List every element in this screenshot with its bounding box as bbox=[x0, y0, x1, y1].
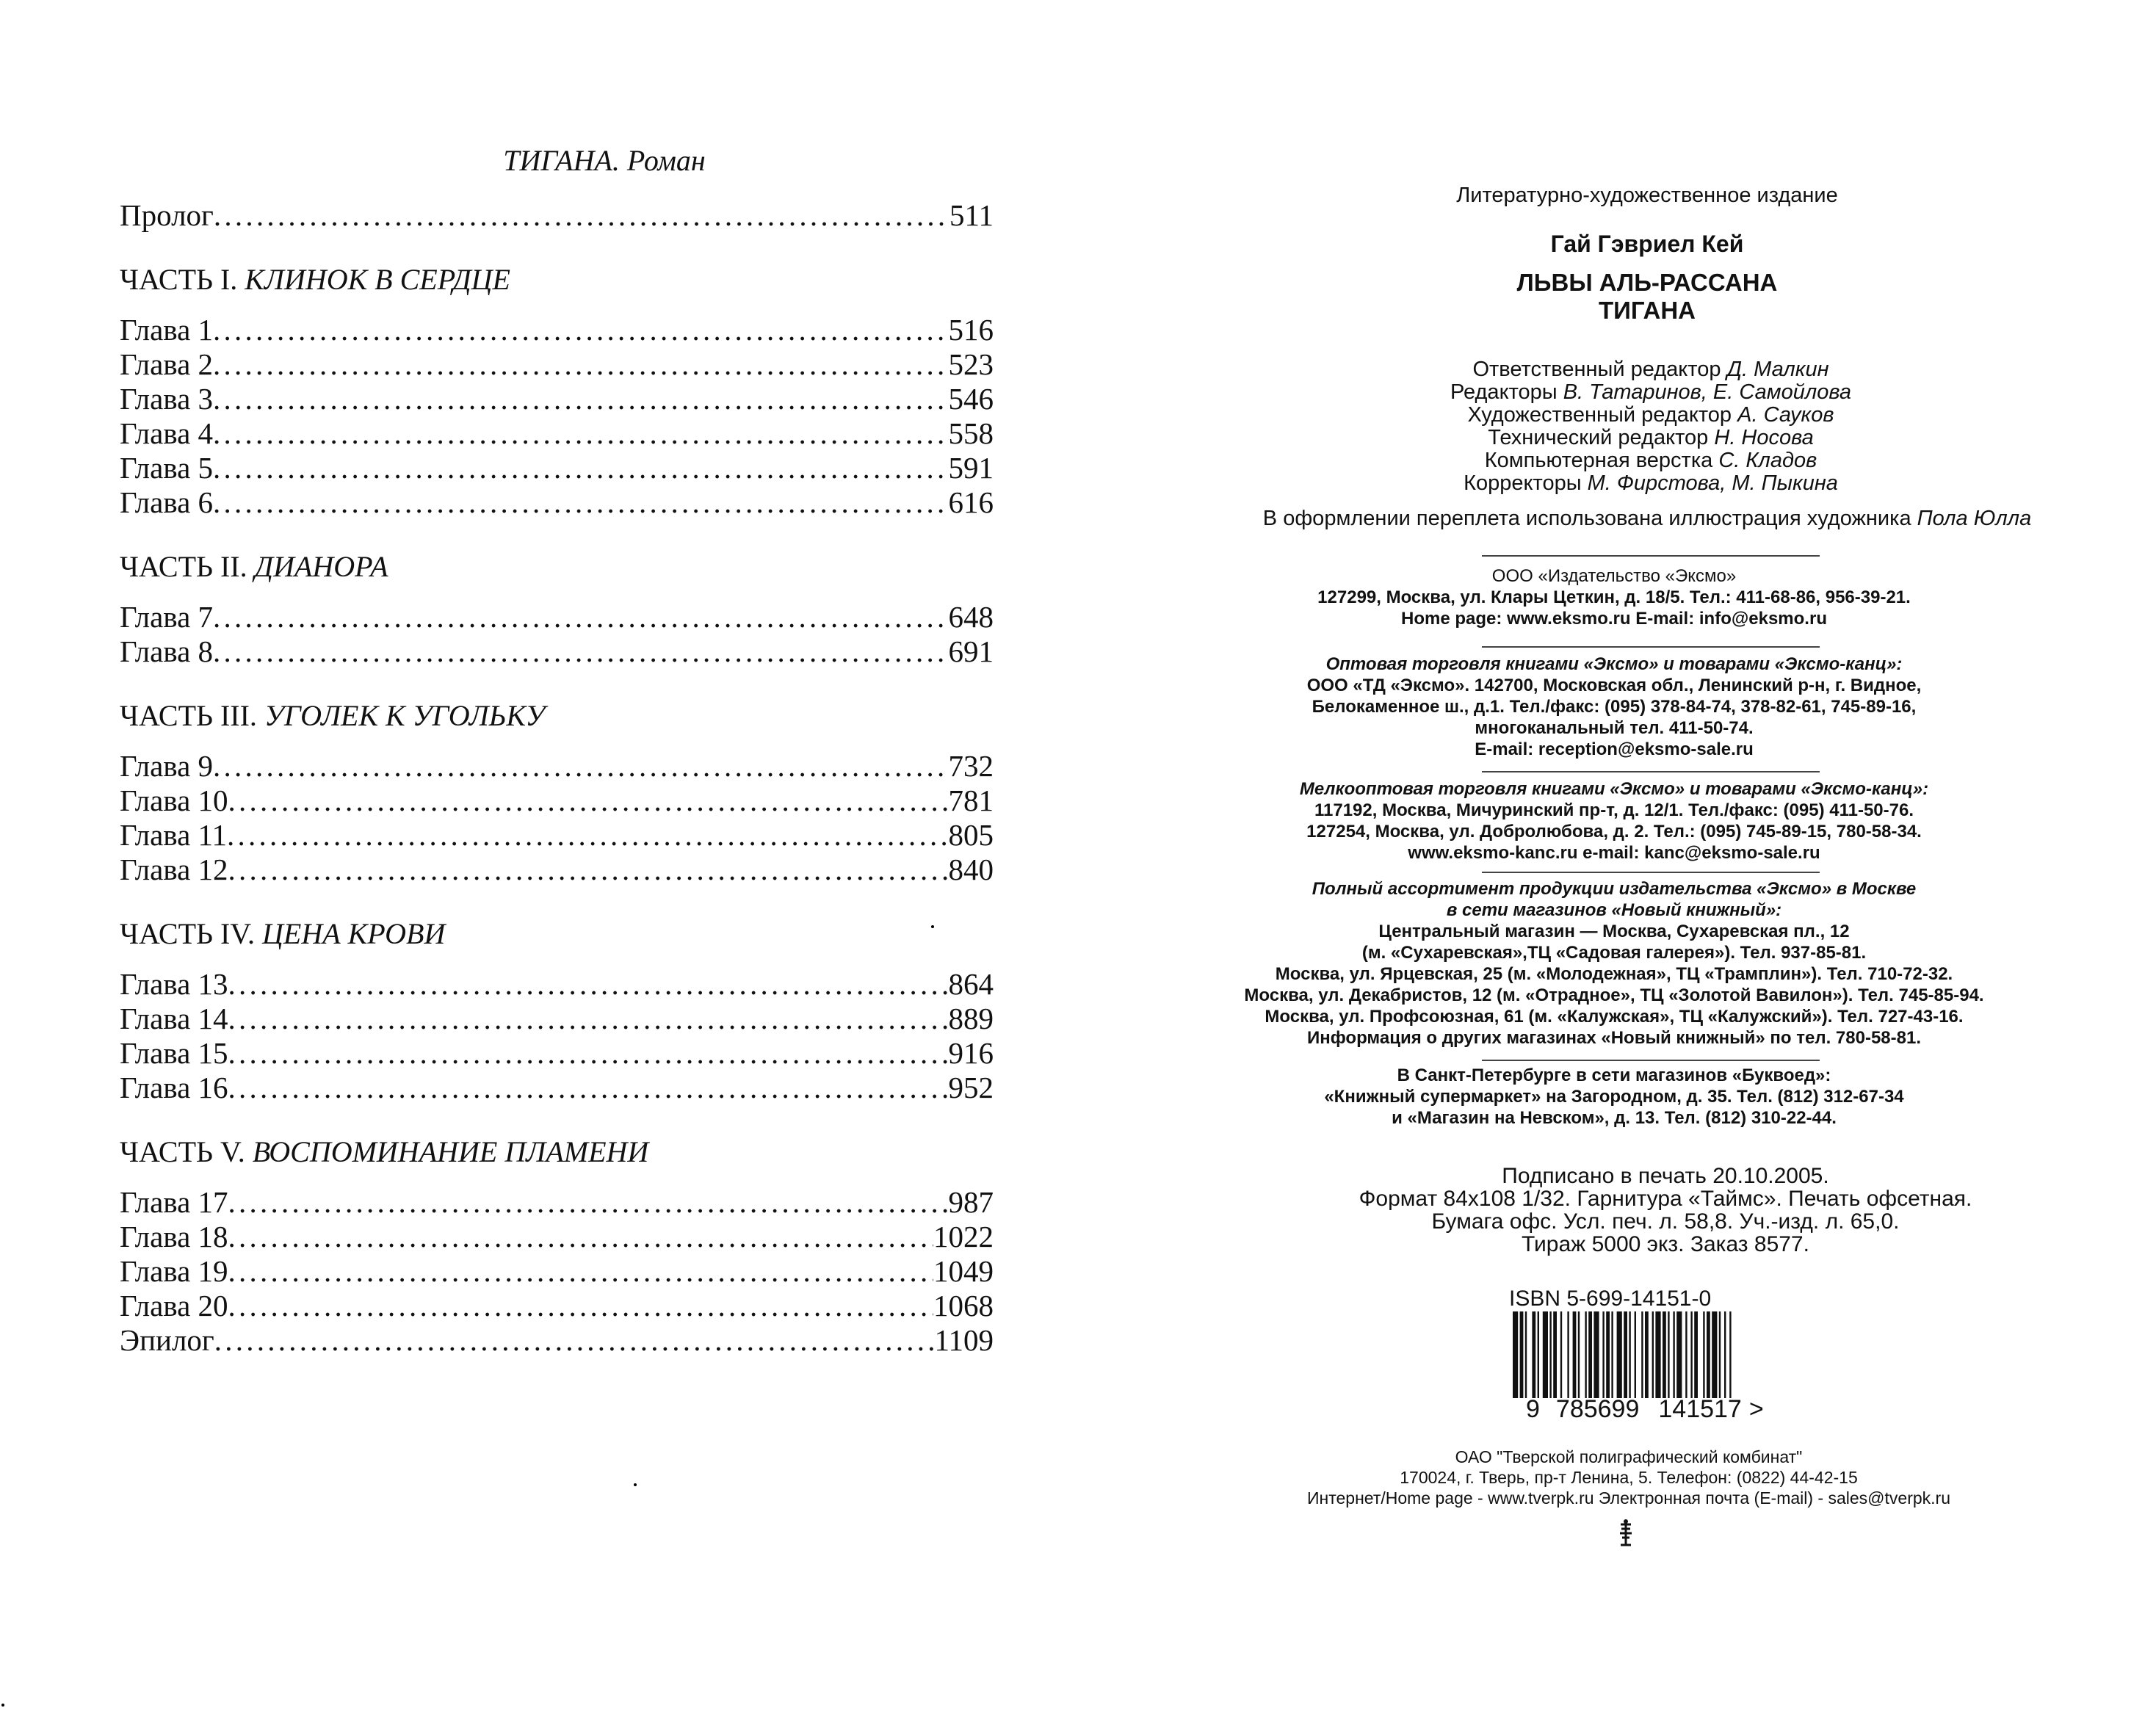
toc-entry-page: 732 bbox=[948, 749, 994, 783]
cover-artist: Пола Юлла bbox=[1917, 507, 2032, 530]
toc-entry-page: 1068 bbox=[933, 1289, 994, 1322]
part-number: ЧАСТЬ III. bbox=[120, 699, 257, 732]
staff-names: В. Татаринов, Е. Самойлова bbox=[1563, 380, 1852, 404]
barcode-bar bbox=[1585, 1311, 1586, 1398]
print-info bbox=[1298, 1165, 2033, 1256]
toc-entry bbox=[120, 1036, 994, 1071]
book-titles bbox=[1372, 269, 1922, 325]
toc-entry bbox=[120, 416, 994, 451]
staff-names: М. Фирстова, М. Пыкина bbox=[1587, 471, 1838, 495]
staff-names: С. Кладов bbox=[1718, 449, 1817, 472]
table-of-contents bbox=[120, 143, 994, 1358]
edition-type: Литературно-художественное издание bbox=[1456, 184, 1838, 207]
barcode-bar bbox=[1520, 1311, 1524, 1398]
book-title-line: ЛЬВЫ АЛЬ-РАССАНА bbox=[1516, 269, 1778, 296]
wholesale-block bbox=[1210, 654, 2018, 760]
toc-entry-label: Глава 2 bbox=[120, 347, 214, 381]
stores-heading: Полный ассортимент продукции издательства «Эксмо» в Москве bbox=[1312, 879, 1917, 899]
dot-leader bbox=[228, 1036, 949, 1071]
barcode-bar bbox=[1712, 1311, 1717, 1398]
toc-entry bbox=[120, 634, 994, 669]
dot-leader bbox=[228, 1220, 933, 1254]
toc-entry bbox=[120, 1185, 994, 1220]
barcode-bar bbox=[1617, 1311, 1622, 1398]
dot-leader bbox=[228, 1254, 933, 1289]
author-name: Гай Гэвриел Кей bbox=[1550, 231, 1744, 257]
barcode-bar bbox=[1553, 1311, 1557, 1398]
store-line: Москва, ул. Профсоюзная, 61 (м. «Калужская», ТЦ «Калужский»). Тел. 727-43-16. bbox=[1265, 1007, 1964, 1027]
toc-entry-label: Глава 1 bbox=[120, 313, 214, 347]
store-line: Центральный магазин — Москва, Сухаревская пл., 12 bbox=[1378, 922, 1850, 941]
dot-leader bbox=[228, 1185, 949, 1220]
staff-line bbox=[1357, 449, 1945, 472]
divider bbox=[1482, 555, 1820, 557]
toc-entry-page: 591 bbox=[948, 451, 994, 485]
dot-leader bbox=[213, 347, 948, 382]
barcode-bar bbox=[1573, 1311, 1577, 1398]
toc-entry bbox=[120, 451, 994, 485]
dot-leader bbox=[213, 600, 948, 634]
barcode-bar bbox=[1549, 1311, 1551, 1398]
toc-entry bbox=[120, 1002, 994, 1036]
barcode-digit-group: 141517 bbox=[1658, 1395, 1742, 1423]
part-heading bbox=[120, 549, 994, 584]
toc-entry-label: Глава 11 bbox=[120, 818, 228, 852]
publisher-name: ООО «Издательство «Эксмо» bbox=[1491, 566, 1737, 586]
wholesale-line: Белокаменное ш., д.1. Тел./факс: (095) 378-84-74, 378-82-61, 745-89-16, bbox=[1312, 697, 1917, 717]
staff-role: Корректоры bbox=[1464, 471, 1582, 495]
barcode-bar bbox=[1606, 1311, 1610, 1398]
spb-line: «Книжный супермаркет» на Загородном, д. 35. Тел. (812) 312-67-34 bbox=[1324, 1087, 1904, 1107]
toc-entry bbox=[120, 967, 994, 1002]
toc-entry-label: Глава 8 bbox=[120, 634, 214, 668]
store-line: Информация о других магазинах «Новый книжный» по тел. 780-58-81. bbox=[1306, 1028, 1922, 1048]
barcode-bar bbox=[1624, 1311, 1627, 1398]
print-line: Бумага офс. Усл. печ. л. 58,8. Уч.-изд. л. 65,0. bbox=[1431, 1209, 1900, 1234]
toc-entry-page: 952 bbox=[948, 1071, 994, 1104]
staff-role: Художественный редактор bbox=[1467, 403, 1732, 427]
toc-entry-page: 558 bbox=[948, 416, 994, 450]
barcode-bar bbox=[1685, 1311, 1687, 1398]
store-line: (м. «Сухаревская»,ТЦ «Садовая галерея»). Тел. 937-85-81. bbox=[1361, 943, 1867, 963]
toc-entry-page: 916 bbox=[948, 1036, 994, 1070]
barcode-bar bbox=[1567, 1311, 1569, 1398]
staff-role: Компьютерная верстка bbox=[1484, 449, 1713, 472]
staff-line bbox=[1357, 427, 1945, 449]
part-name: КЛИНОК В СЕРДЦЕ bbox=[245, 263, 510, 296]
dot-leader bbox=[228, 1289, 933, 1323]
barcode-bar bbox=[1719, 1311, 1721, 1398]
toc-entry bbox=[120, 485, 994, 520]
toc-entry bbox=[120, 600, 994, 634]
barcode-bar bbox=[1668, 1311, 1669, 1398]
toc-entry-epilogue bbox=[120, 1323, 994, 1358]
dot-leader bbox=[213, 416, 948, 451]
toc-entry-prologue bbox=[120, 198, 994, 233]
toc-entry-label: Пролог bbox=[120, 198, 214, 232]
barcode-bar bbox=[1652, 1311, 1654, 1398]
part-number: ЧАСТЬ I. bbox=[120, 263, 238, 296]
toc-entry-label: Глава 13 bbox=[120, 967, 228, 1001]
barcode-bar bbox=[1694, 1311, 1698, 1398]
dot-leader bbox=[228, 1002, 949, 1036]
barcode-digit-group: 9 bbox=[1526, 1395, 1540, 1423]
staff-role: Редакторы bbox=[1450, 380, 1558, 404]
toc-entry-page: 1049 bbox=[933, 1254, 994, 1288]
retail-line: www.eksmo-kanc.ru e-mail: kanc@eksmo-sale.ru bbox=[1408, 843, 1820, 863]
dot-leader bbox=[214, 198, 949, 233]
toc-entry-page: 889 bbox=[948, 1002, 994, 1035]
toc-entry bbox=[120, 749, 994, 783]
toc-entry bbox=[120, 313, 994, 347]
toc-entry bbox=[120, 347, 994, 382]
print-line: Тираж 5000 экз. Заказ 8577. bbox=[1522, 1232, 1809, 1256]
divider bbox=[1482, 872, 1820, 873]
wholesale-line: многоканальный тел. 411-50-74. bbox=[1475, 718, 1754, 738]
publisher-block bbox=[1210, 565, 2018, 629]
staff-line bbox=[1357, 358, 1945, 381]
printer-line: ОАО "Тверской полиграфический комбинат" bbox=[1455, 1447, 1803, 1466]
barcode-bar bbox=[1602, 1311, 1604, 1398]
isbn-label: ISBN 5-699-14151-0 bbox=[1509, 1286, 1712, 1311]
toc-entry-label: Глава 7 bbox=[120, 600, 214, 634]
wholesale-heading: Оптовая торговля книгами «Эксмо» и товарами «Эксмо-канц»: bbox=[1325, 654, 1903, 674]
dot-leader bbox=[213, 749, 948, 783]
printer-line: 170024, г. Тверь, пр-т Ленина, 5. Телефон: (0822) 44-42-15 bbox=[1400, 1468, 1858, 1487]
toc-entry bbox=[120, 853, 994, 887]
toc-entry-label: Глава 9 bbox=[120, 749, 214, 783]
retail-line: 127254, Москва, ул. Добролюбова, д. 2. Тел.: (095) 745-89-15, 780-58-34. bbox=[1306, 822, 1922, 842]
toc-entry-label: Глава 17 bbox=[120, 1185, 228, 1219]
barcode-bar bbox=[1538, 1311, 1539, 1398]
spb-heading: В Санкт-Петербурге в сети магазинов «Буквоед»: bbox=[1397, 1065, 1831, 1085]
toc-entry-label: Глава 16 bbox=[120, 1071, 228, 1104]
wholesale-line: ООО «ТД «Эксмо». 142700, Московская обл., Ленинский р-н, г. Видное, bbox=[1306, 676, 1922, 695]
barcode-bar bbox=[1532, 1311, 1535, 1398]
toc-entry-label: Глава 12 bbox=[120, 853, 228, 886]
toc-entry bbox=[120, 1254, 994, 1289]
barcode-bar bbox=[1673, 1311, 1674, 1398]
barcode-bar bbox=[1578, 1311, 1580, 1398]
printer-line: Интернет/Home page - www.tverpk.ru Электронная почта (E-mail) - sales@tverpk.ru bbox=[1307, 1488, 1950, 1508]
toc-entry-label: Глава 15 bbox=[120, 1036, 228, 1070]
toc-entry-page: 805 bbox=[948, 818, 994, 852]
toc-entry-page: 781 bbox=[948, 783, 994, 817]
barcode-bar bbox=[1676, 1311, 1682, 1398]
barcode-bar bbox=[1707, 1311, 1710, 1398]
barcode-bar bbox=[1588, 1311, 1592, 1398]
toc-entry-page: 691 bbox=[948, 634, 994, 668]
cover-note-text: В оформлении переплета использована иллюстрация художника bbox=[1262, 507, 1911, 530]
toc-entry-page: 1109 bbox=[934, 1323, 994, 1357]
part-heading bbox=[120, 262, 994, 297]
toc-entry-page: 1022 bbox=[933, 1220, 994, 1253]
retail-line: 117192, Москва, Мичуринский пр-т, д. 12/1. Тел./факс: (095) 411-50-76. bbox=[1314, 800, 1914, 820]
barcode-bar bbox=[1724, 1311, 1726, 1398]
staff-names: Д. Малкин bbox=[1726, 358, 1829, 381]
toc-entry-label: Глава 20 bbox=[120, 1289, 228, 1322]
print-line: Формат 84х108 1/32. Гарнитура «Таймс». Печать офсетная. bbox=[1359, 1187, 1972, 1211]
toc-entry-label: Глава 4 bbox=[120, 416, 214, 450]
barcode-bar bbox=[1543, 1311, 1548, 1398]
part-heading bbox=[120, 1134, 994, 1169]
dot-leader bbox=[213, 451, 948, 485]
staff-line bbox=[1357, 404, 1945, 427]
staff-line bbox=[1357, 381, 1945, 404]
toc-entry bbox=[120, 382, 994, 416]
toc-entry bbox=[120, 1071, 994, 1105]
dot-leader bbox=[228, 783, 949, 818]
toc-entry-label: Глава 14 bbox=[120, 1002, 228, 1035]
staff-role: Ответственный редактор bbox=[1472, 358, 1721, 381]
barcode-digit-group: 785699 bbox=[1555, 1395, 1640, 1423]
divider bbox=[1482, 1060, 1820, 1061]
publisher-line: 127299, Москва, ул. Клары Цеткин, д. 18/5. Тел.: 411-68-86, 956-39-21. bbox=[1317, 587, 1911, 607]
barcode-bar bbox=[1635, 1311, 1636, 1398]
staff-credits bbox=[1357, 358, 1945, 495]
part-name: ДИАНОРА bbox=[254, 550, 388, 583]
print-line: Подписано в печать 20.10.2005. bbox=[1502, 1164, 1829, 1188]
dot-leader bbox=[213, 382, 948, 416]
divider bbox=[1482, 646, 1820, 648]
part-heading bbox=[120, 698, 994, 733]
dot-leader bbox=[228, 853, 949, 887]
book-title-line: ТИГАНА bbox=[1599, 297, 1696, 324]
toc-entry-label: Глава 6 bbox=[120, 485, 214, 519]
dot-leader bbox=[228, 967, 949, 1002]
part-name: ЦЕНА КРОВИ bbox=[262, 917, 446, 950]
part-heading bbox=[120, 916, 994, 951]
barcode-bar bbox=[1690, 1311, 1692, 1398]
barcode-bar bbox=[1560, 1311, 1562, 1398]
toc-entry-label: Глава 18 bbox=[120, 1220, 228, 1253]
spb-line: и «Магазин на Невском», д. 13. Тел. (812) 310-22-44. bbox=[1392, 1108, 1837, 1128]
dot-leader bbox=[213, 313, 948, 347]
toc-entry-label: Эпилог bbox=[120, 1323, 214, 1357]
barcode-bar bbox=[1703, 1311, 1704, 1398]
staff-role: Технический редактор bbox=[1488, 426, 1709, 449]
dot-leader bbox=[228, 1071, 949, 1105]
cover-illustration-note bbox=[1188, 507, 2106, 531]
wholesale-line: E-mail: reception@eksmo-sale.ru bbox=[1475, 739, 1754, 759]
toc-entry-page: 840 bbox=[948, 853, 994, 886]
part-number: ЧАСТЬ V. bbox=[120, 1135, 245, 1168]
barcode-digit-group: > bbox=[1748, 1395, 1764, 1423]
store-line: Москва, ул. Декабристов, 12 (м. «Отрадное», ТЦ «Золотой Вавилон»). Тел. 745-85-94. bbox=[1244, 985, 1984, 1005]
retail-heading: Мелкооптовая торговля книгами «Эксмо» и товарами «Эксмо-канц»: bbox=[1299, 779, 1929, 799]
dot-leader bbox=[213, 634, 948, 669]
publisher-line: Home page: www.eksmo.ru E-mail: info@eksmo.ru bbox=[1401, 609, 1827, 629]
dot-leader bbox=[214, 1323, 935, 1358]
spb-block bbox=[1210, 1065, 2018, 1129]
barcode-digits bbox=[1526, 1395, 1764, 1424]
part-number: ЧАСТЬ II. bbox=[120, 550, 247, 583]
toc-entry-page: 616 bbox=[948, 485, 994, 519]
barcode-bar bbox=[1655, 1311, 1660, 1398]
barcode-bar bbox=[1729, 1311, 1731, 1398]
barcode bbox=[1513, 1311, 1784, 1398]
staff-names: Н. Носова bbox=[1714, 426, 1814, 449]
scan-speck bbox=[634, 1483, 637, 1486]
toc-entry-label: Глава 5 bbox=[120, 451, 214, 485]
staff-line bbox=[1357, 472, 1945, 495]
toc-entry-page: 648 bbox=[948, 600, 994, 634]
stores-block bbox=[1188, 878, 2040, 1049]
dot-leader bbox=[227, 818, 948, 853]
part-name: ВОСПОМИНАНИЕ ПЛАМЕНИ bbox=[252, 1135, 649, 1168]
staff-names: А. Сауков bbox=[1737, 403, 1834, 427]
toc-title: ТИГАНА. Роман bbox=[503, 144, 706, 177]
toc-entry-page: 864 bbox=[948, 967, 994, 1001]
part-name: УГОЛЕК К УГОЛЬКУ bbox=[264, 699, 546, 732]
toc-entry-label: Глава 19 bbox=[120, 1254, 228, 1288]
retail-block bbox=[1210, 778, 2018, 864]
toc-entry-label: Глава 10 bbox=[120, 783, 228, 817]
barcode-bar bbox=[1629, 1311, 1630, 1398]
toc-entry bbox=[120, 1289, 994, 1323]
toc-entry bbox=[120, 1220, 994, 1254]
barcode-bar bbox=[1663, 1311, 1666, 1398]
store-line: Москва, ул. Ярцевская, 25 (м. «Молодежная», ТЦ «Трамплин»). Тел. 710-72-32. bbox=[1275, 964, 1953, 984]
divider bbox=[1482, 771, 1820, 772]
printer-logo-icon bbox=[1618, 1519, 1634, 1548]
barcode-bar bbox=[1594, 1311, 1599, 1398]
right-page bbox=[1078, 0, 2156, 1719]
toc-entry-page: 516 bbox=[948, 313, 994, 347]
dot-leader bbox=[213, 485, 948, 520]
toc-entry bbox=[120, 783, 994, 818]
toc-entry-page: 523 bbox=[948, 347, 994, 381]
toc-entry-page: 987 bbox=[948, 1185, 994, 1219]
barcode-bar bbox=[1513, 1311, 1518, 1398]
scan-speck bbox=[1, 1704, 4, 1707]
toc-entry bbox=[120, 818, 994, 853]
barcode-bar bbox=[1641, 1311, 1643, 1398]
toc-entry-page: 546 bbox=[948, 382, 994, 416]
barcode-bar bbox=[1645, 1311, 1649, 1398]
part-number: ЧАСТЬ IV. bbox=[120, 917, 256, 950]
printer-block bbox=[1225, 1447, 2033, 1508]
barcode-bar bbox=[1525, 1311, 1527, 1398]
stores-heading: в сети магазинов «Новый книжный»: bbox=[1446, 900, 1782, 920]
toc-entry-label: Глава 3 bbox=[120, 382, 214, 416]
toc-entry-page: 511 bbox=[949, 198, 994, 232]
barcode-bar bbox=[1611, 1311, 1613, 1398]
scan-speck bbox=[931, 925, 934, 928]
